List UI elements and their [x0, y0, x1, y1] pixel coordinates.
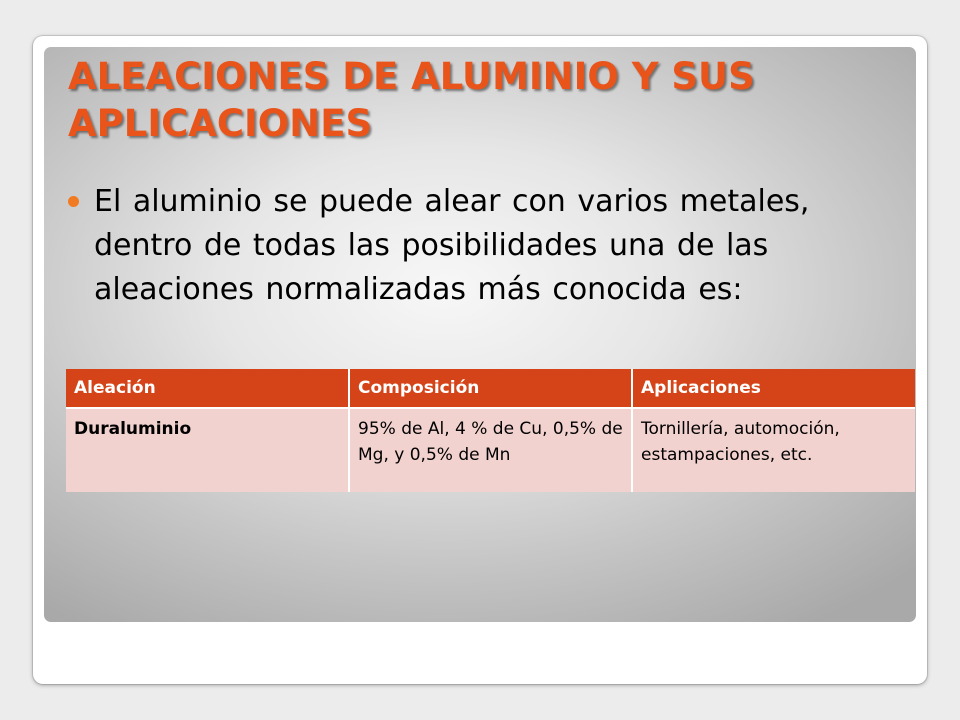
column-header-applications: Aplicaciones — [632, 369, 915, 408]
cell-alloy: Duraluminio — [66, 408, 349, 492]
alloy-table — [66, 369, 915, 492]
cell-applications: Tornillería, automoción, estampaciones, etc. — [632, 408, 915, 492]
table-header-row — [66, 369, 915, 408]
bullet-dot-icon — [68, 196, 79, 207]
column-header-alloy: Aleación — [66, 369, 349, 408]
slide-title: ALEACIONES DE ALUMINIO Y SUS APLICACIONES — [68, 55, 755, 145]
column-header-composition: Composición — [349, 369, 632, 408]
table-row — [66, 408, 915, 492]
slide-panel — [44, 47, 916, 622]
bullet-text: El aluminio se puede alear con varios metales, dentro de todas las posibilidades una de las aleaciones normalizadas más conocida es: — [94, 184, 810, 307]
cell-composition: 95% de Al, 4 % de Cu, 0,5% de Mg, y 0,5% de Mn — [349, 408, 632, 492]
